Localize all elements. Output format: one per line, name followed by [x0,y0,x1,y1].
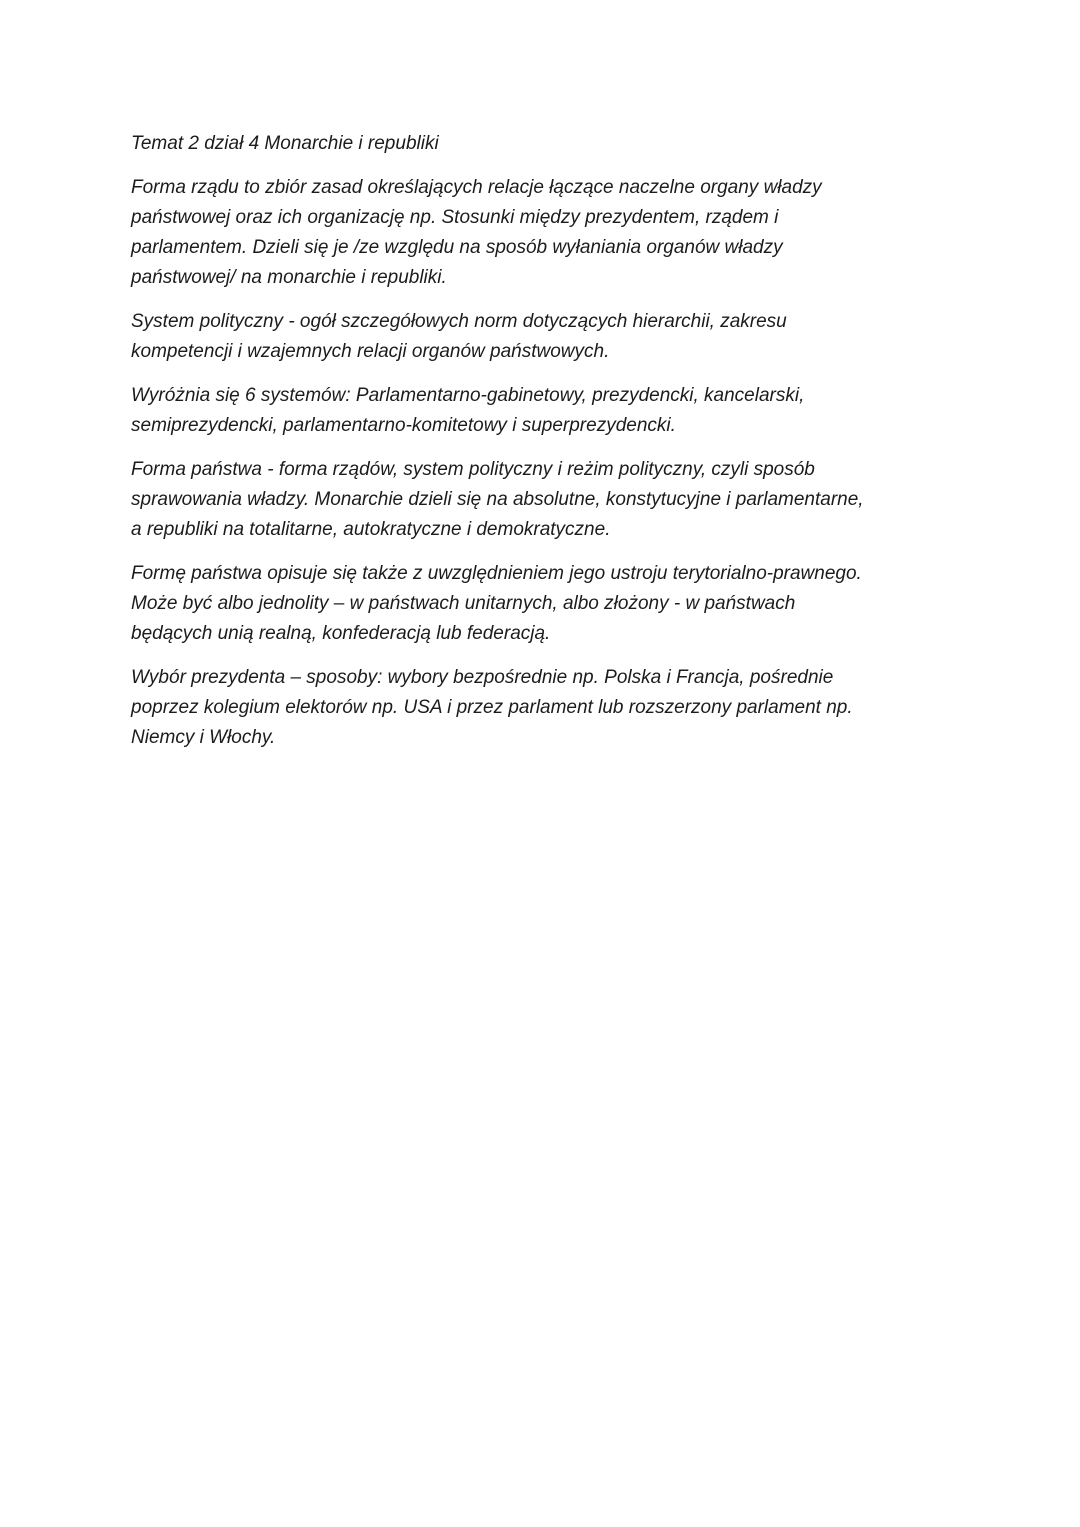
text-line: kompetencji i wzajemnych relacji organów państwowych. [131,341,610,362]
text-line: sprawowania władzy. Monarchie dzieli się na absolutne, konstytucyjne i parlamentarne, [131,489,864,510]
text-line: państwowej oraz ich organizację np. Stosunki między prezydentem, rządem i [131,207,779,228]
text-line: Wybór prezydenta – sposoby: wybory bezpośrednie np. Polska i Francja, pośrednie [131,667,834,688]
paragraph-systemy [131,381,961,441]
text-line: Forma państwa - forma rządów, system polityczny i reżim polityczny, czyli sposób [131,459,815,480]
paragraph-ustroj-terytorialny [131,559,961,649]
document-title: Temat 2 dział 4 Monarchie i republiki [131,133,439,154]
paragraph-system-polityczny [131,307,961,367]
paragraph-forma-panstwa [131,455,961,545]
paragraph-wybor-prezydenta [131,663,961,753]
document-body [131,129,961,767]
text-line: Niemcy i Włochy. [131,727,276,748]
text-line: System polityczny - ogół szczegółowych norm dotyczących hierarchii, zakresu [131,311,787,332]
text-line: Wyróżnia się 6 systemów: Parlamentarno-gabinetowy, prezydencki, kancelarski, [131,385,805,406]
text-line: Może być albo jednolity – w państwach unitarnych, albo złożony - w państwach [131,593,796,614]
text-line: państwowej/ na monarchie i republiki. [131,267,447,288]
text-line: Formę państwa opisuje się także z uwzględnieniem jego ustroju terytorialno-prawnego. [131,563,862,584]
text-line: będących unią realną, konfederacją lub federacją. [131,623,551,644]
text-line: poprzez kolegium elektorów np. USA i przez parlament lub rozszerzony parlament np. [131,697,853,718]
text-line: a republiki na totalitarne, autokratyczne i demokratyczne. [131,519,611,540]
text-line: parlamentem. Dzieli się je /ze względu na sposób wyłaniania organów władzy [131,237,783,258]
text-line: Forma rządu to zbiór zasad określających relacje łączące naczelne organy władzy [131,177,822,198]
paragraph-forma-rzadu [131,173,961,293]
text-line: semiprezydencki, parlamentarno-komitetowy i superprezydencki. [131,415,676,436]
